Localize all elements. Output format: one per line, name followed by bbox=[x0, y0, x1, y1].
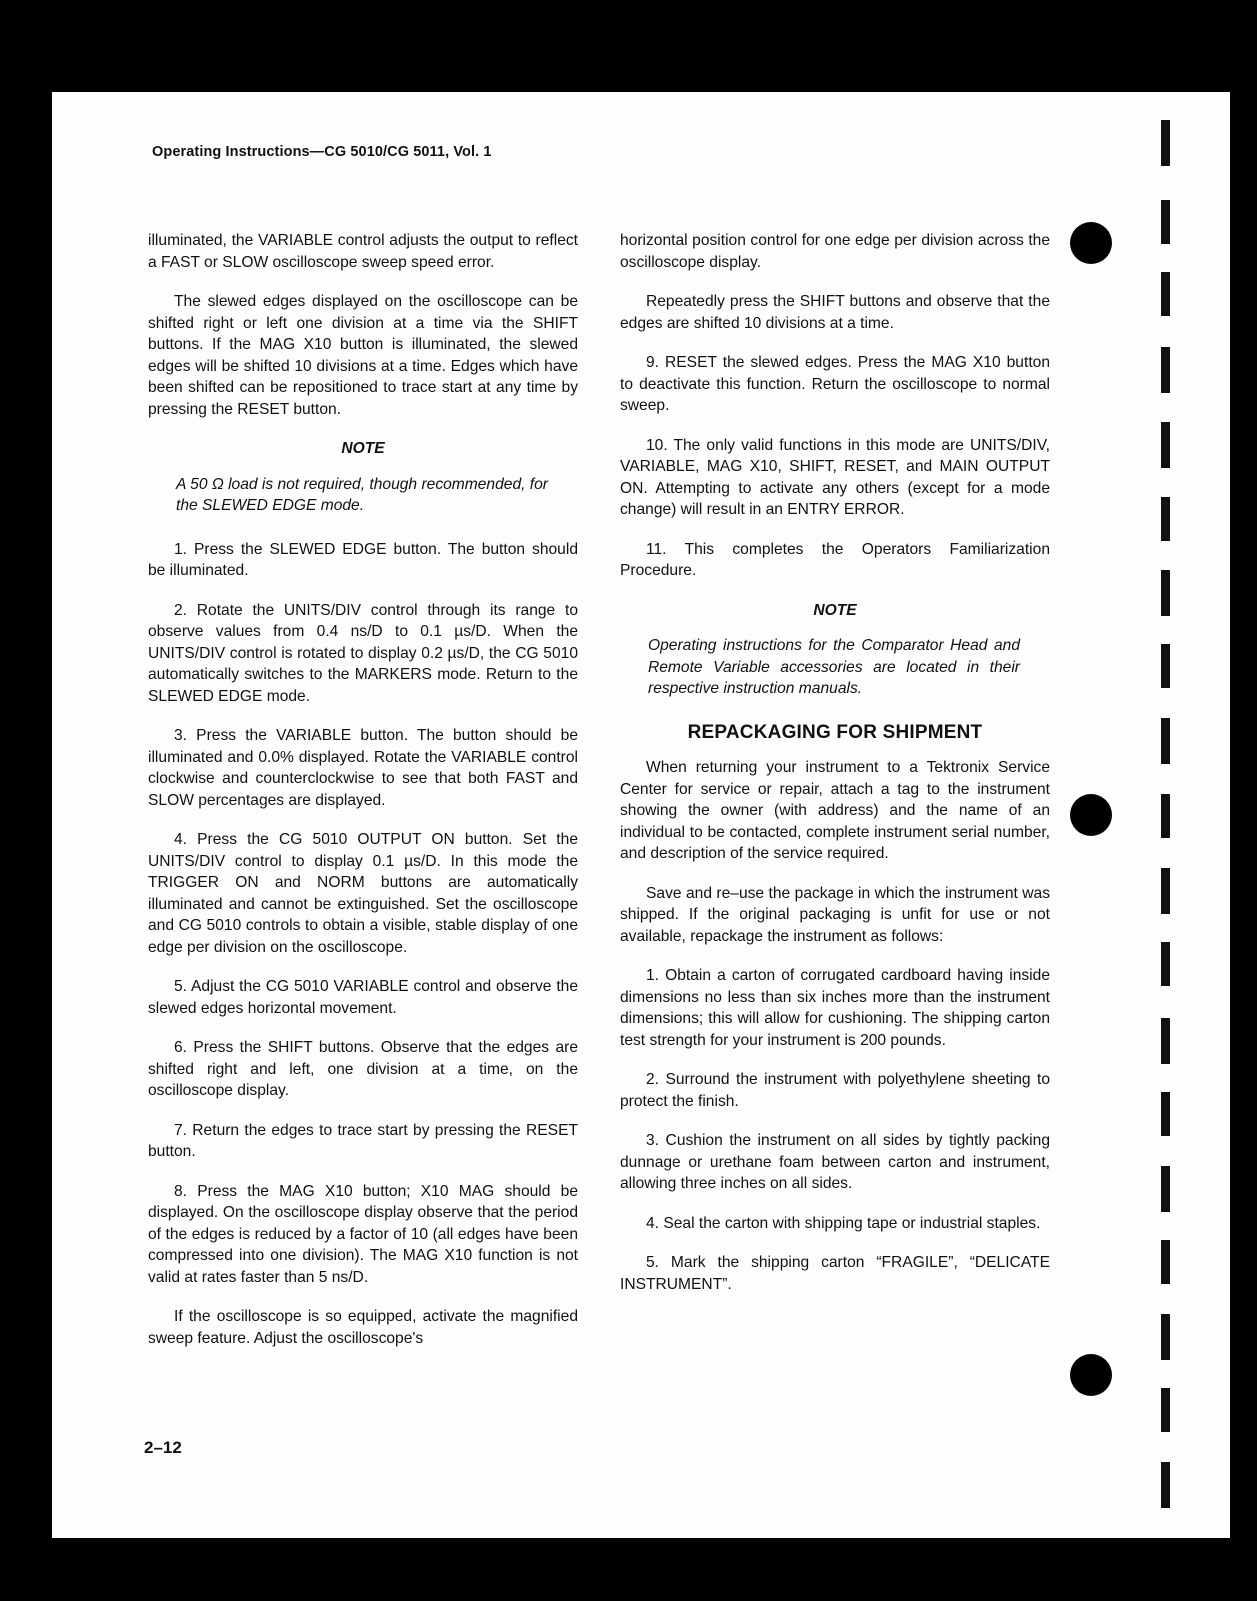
punch-hole bbox=[1070, 794, 1112, 836]
step-10: 10. The only valid functions in this mode are UNITS/DIV, VARIABLE, MAG X10, SHIFT, RESET, and MAIN OUTPUT ON. Attempting to activate any others (except for a mode change) will result in an ENTRY ERROR. bbox=[620, 436, 1050, 518]
repack-step-5: 5. Mark the shipping carton “FRAGILE”, “DELICATE INSTRUMENT”. bbox=[620, 1254, 1050, 1293]
edge-mark bbox=[1161, 942, 1170, 986]
edge-mark bbox=[1161, 1092, 1170, 1136]
edge-mark bbox=[1161, 868, 1170, 914]
paragraph: The slewed edges displayed on the oscilloscope can be shifted right or left one division at a time via the SHIFT buttons. If the MAG X10 button is illuminated, the slewed edges will be shifted 10 divisions at a time. Edges which have been shifted can be repositioned to trace start at any time by pressing the RESET button. bbox=[148, 293, 578, 418]
edge-mark bbox=[1161, 120, 1170, 166]
paragraph: horizontal position control for one edge per division across the oscilloscope display. bbox=[620, 232, 1050, 271]
page-number: 2–12 bbox=[144, 1438, 182, 1457]
edge-mark bbox=[1161, 272, 1170, 316]
edge-mark bbox=[1161, 1314, 1170, 1360]
note-title: NOTE bbox=[341, 440, 385, 457]
edge-mark bbox=[1161, 794, 1170, 838]
edge-mark bbox=[1161, 644, 1170, 688]
edge-mark bbox=[1161, 1166, 1170, 1212]
step-7: 7. Return the edges to trace start by pressing the RESET button. bbox=[148, 1121, 578, 1160]
paragraph: When returning your instrument to a Tektronix Service Center for service or repair, attach a tag to the instrument showing the owner (with address) and the name of an individual to be contacted, complete instrument serial number, and description of the service required. bbox=[620, 759, 1050, 862]
step-8: 8. Press the MAG X10 button; X10 MAG should be displayed. On the oscilloscope display observe that the period of the edges is reduced by a factor of 10 (all edges have been compressed into one division). The MAG X10 function is not valid at rates faster than 5 ns/D. bbox=[148, 1182, 578, 1286]
step-5: 5. Adjust the CG 5010 VARIABLE control and observe the slewed edges horizontal movement. bbox=[148, 978, 578, 1017]
edge-mark bbox=[1161, 1462, 1170, 1508]
step-11: 11. This completes the Operators Familiarization Procedure. bbox=[620, 540, 1050, 579]
paragraph: Repeatedly press the SHIFT buttons and observe that the edges are shifted 10 divisions at a time. bbox=[620, 293, 1050, 332]
step-4: 4. Press the CG 5010 OUTPUT ON button. Set the UNITS/DIV control to display 0.1 µs/D. In this mode the TRIGGER ON and NORM buttons are automatically illuminated and cannot be extinguished. Set the oscilloscope and CG 5010 controls to obtain a visible, stable display of one edge per division on the oscilloscope. bbox=[148, 831, 578, 956]
edge-mark bbox=[1161, 422, 1170, 468]
edge-mark bbox=[1161, 718, 1170, 764]
right-column bbox=[620, 230, 1050, 1313]
step-1: 1. Press the SLEWED EDGE button. The button should be illuminated. bbox=[148, 540, 578, 579]
edge-mark bbox=[1161, 570, 1170, 616]
repack-step-4: 4. Seal the carton with shipping tape or industrial staples. bbox=[646, 1214, 1041, 1232]
left-column bbox=[148, 230, 578, 1367]
edge-mark bbox=[1161, 200, 1170, 244]
note-title: NOTE bbox=[813, 601, 857, 619]
step-2: 2. Rotate the UNITS/DIV control through its range to observe values from 0.4 ns/D to 0.1 µs/D. When the UNITS/DIV control is rotated to display 0.2 µs/D, the CG 5010 automatically switches to the MARKERS mode. Return to the SLEWED EDGE mode. bbox=[148, 601, 578, 705]
step-6: 6. Press the SHIFT buttons. Observe that the edges are shifted right and left, one division at a time, on the oscilloscope display. bbox=[148, 1039, 578, 1099]
edge-mark bbox=[1161, 1018, 1170, 1064]
document-page bbox=[52, 92, 1230, 1538]
repack-step-3: 3. Cushion the instrument on all sides by tightly packing dunnage or urethane foam between carton and instrument, allowing three inches on all sides. bbox=[620, 1132, 1050, 1192]
note-body: A 50 Ω load is not required, though recommended, for the SLEWED EDGE mode. bbox=[176, 475, 548, 514]
punch-hole bbox=[1070, 1354, 1112, 1396]
step-9: 9. RESET the slewed edges. Press the MAG X10 button to deactivate this function. Return the oscilloscope to normal sweep. bbox=[620, 354, 1050, 414]
edge-mark bbox=[1161, 347, 1170, 393]
edge-mark bbox=[1161, 497, 1170, 541]
paragraph: Save and re–use the package in which the instrument was shipped. If the original packaging is unfit for use or not available, repackage the instrument as follows: bbox=[620, 884, 1050, 945]
repack-step-1: 1. Obtain a carton of corrugated cardboard having inside dimensions no less than six inches more than the instrument dimensions; this will allow for cushioning. The shipping carton test strength for your instrument is 200 pounds. bbox=[620, 967, 1050, 1049]
edge-mark bbox=[1161, 1240, 1170, 1284]
punch-hole bbox=[1070, 222, 1112, 264]
step-3: 3. Press the VARIABLE button. The button should be illuminated and 0.0% displayed. Rotate the VARIABLE control clockwise and counterclockwise to see that both FAST and SLOW percentages are displayed. bbox=[148, 727, 578, 809]
section-heading: REPACKAGING FOR SHIPMENT bbox=[687, 721, 983, 743]
paragraph: If the oscilloscope is so equipped, activate the magnified sweep feature. Adjust the oscilloscope's bbox=[148, 1308, 578, 1347]
paragraph: illuminated, the VARIABLE control adjusts the output to reflect a FAST or SLOW oscilloscope sweep speed error. bbox=[148, 232, 578, 271]
repack-step-2: 2. Surround the instrument with polyethylene sheeting to protect the finish. bbox=[620, 1071, 1050, 1110]
note-body: Operating instructions for the Comparator Head and Remote Variable accessories are located in their respective instruction manuals. bbox=[648, 637, 1020, 697]
edge-mark bbox=[1161, 1388, 1170, 1432]
running-header: Operating Instructions—CG 5010/CG 5011, Vol. 1 bbox=[152, 144, 492, 160]
